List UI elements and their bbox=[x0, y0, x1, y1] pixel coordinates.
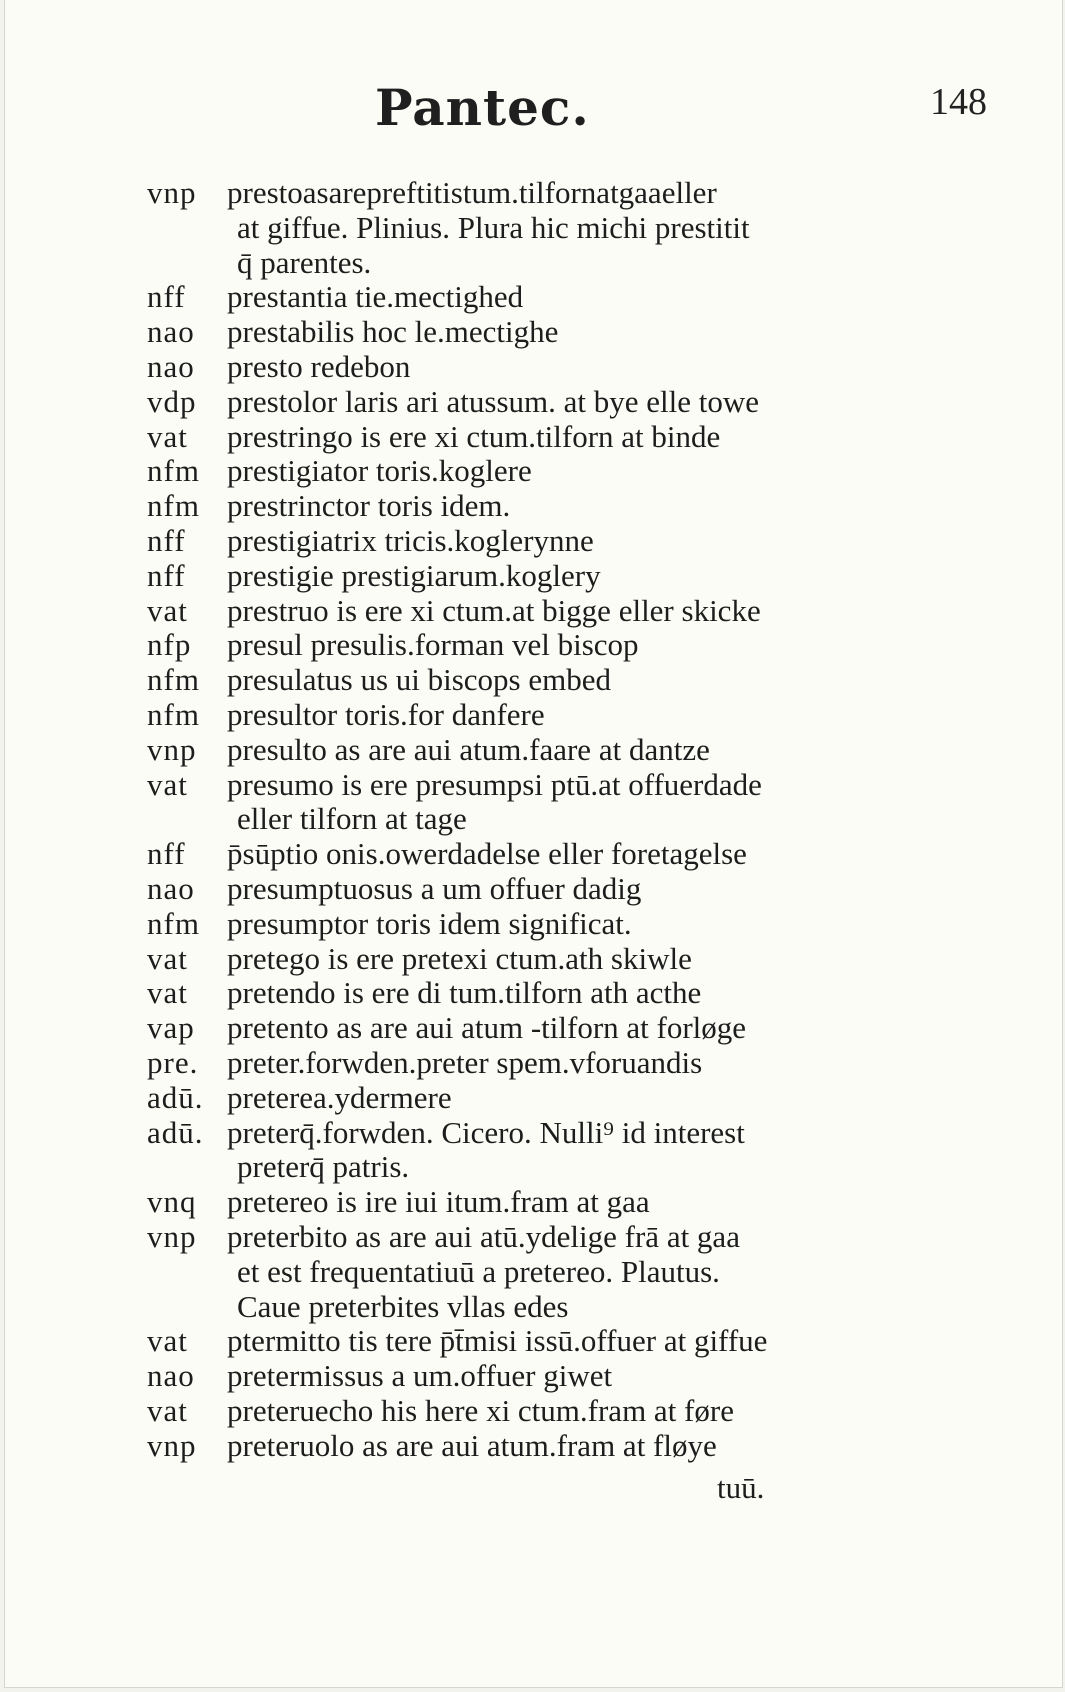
dictionary-entry bbox=[147, 594, 927, 629]
grammar-tag: nfm bbox=[147, 488, 200, 524]
grammar-tag: vat bbox=[147, 975, 188, 1011]
dictionary-entries bbox=[147, 176, 927, 1463]
entry-line: prestigiatrix tricis.koglerynne bbox=[227, 522, 594, 558]
entry-text bbox=[227, 1011, 927, 1046]
entry-line: presumo is ere presumpsi ptū.at offuerdade bbox=[227, 766, 762, 802]
entry-text bbox=[227, 385, 927, 420]
grammar-tag: nfm bbox=[147, 696, 200, 732]
entry-line: prestabilis hoc le.mectighe bbox=[227, 314, 559, 350]
entry-text bbox=[227, 559, 927, 594]
dictionary-entry bbox=[147, 698, 927, 733]
dictionary-entry bbox=[147, 420, 927, 455]
entry-line: preterea.ydermere bbox=[227, 1079, 452, 1115]
entry-line: presulatus us ui biscops embed bbox=[227, 662, 612, 698]
dictionary-entry bbox=[147, 837, 927, 872]
running-head: Pantec. bbox=[375, 78, 590, 137]
dictionary-entry bbox=[147, 976, 927, 1011]
catchword: tuū. bbox=[717, 1470, 765, 1505]
entry-line: ptermitto tis tere p̄t̄misi issū.offuer at giffue bbox=[227, 1323, 768, 1359]
entry-line: pretermissus a um.offuer giwet bbox=[227, 1358, 613, 1394]
entry-line: et est frequentatiuū a pretereo. Plautus. bbox=[237, 1253, 720, 1289]
grammar-tag: vnp bbox=[147, 1218, 197, 1254]
entry-text bbox=[227, 1185, 927, 1220]
entry-text bbox=[227, 524, 927, 559]
entry-line: prestrinctor toris idem. bbox=[227, 488, 511, 524]
entry-line: pretendo is ere di tum.tilforn ath acthe bbox=[227, 975, 702, 1011]
entry-line: preterq̄ patris. bbox=[237, 1149, 410, 1185]
entry-line: presulto as are aui atum.faare at dantze bbox=[227, 731, 710, 767]
grammar-tag: vat bbox=[147, 418, 188, 454]
dictionary-entry bbox=[147, 1185, 927, 1220]
entry-line: preterbito as are aui atū.ydelige frā at gaa bbox=[227, 1218, 740, 1254]
entry-line: preteruolo as are aui atum.fram at fløye bbox=[227, 1427, 717, 1463]
grammar-tag: vat bbox=[147, 1392, 188, 1428]
entry-line: presul presulis.forman vel biscop bbox=[227, 627, 639, 663]
dictionary-entry bbox=[147, 907, 927, 942]
grammar-tag: adū. bbox=[147, 1079, 204, 1115]
grammar-tag: nao bbox=[147, 870, 195, 906]
dictionary-entry bbox=[147, 1081, 927, 1116]
grammar-tag: nff bbox=[147, 557, 186, 593]
dictionary-entry bbox=[147, 1011, 927, 1046]
page-number: 148 bbox=[930, 81, 987, 123]
entry-line: presumptor toris idem significat. bbox=[227, 905, 632, 941]
entry-text bbox=[227, 768, 927, 838]
entry-text bbox=[227, 176, 927, 280]
grammar-tag: nfp bbox=[147, 627, 192, 663]
entry-text bbox=[227, 1324, 927, 1359]
entry-line: preter.forwden.preter spem.vforuandis bbox=[227, 1044, 703, 1080]
dictionary-entry bbox=[147, 942, 927, 977]
entry-text bbox=[227, 907, 927, 942]
grammar-tag: vat bbox=[147, 766, 188, 802]
grammar-tag: vat bbox=[147, 940, 188, 976]
entry-line: at giffue. Plinius. Plura hic michi prestitit bbox=[237, 209, 750, 245]
grammar-tag: adū. bbox=[147, 1114, 204, 1150]
grammar-tag: vat bbox=[147, 1323, 188, 1359]
entry-line: Caue preterbites vllas edes bbox=[237, 1288, 569, 1324]
entry-text bbox=[227, 1394, 927, 1429]
entry-text bbox=[227, 1081, 927, 1116]
grammar-tag: nff bbox=[147, 522, 186, 558]
grammar-tag: vnp bbox=[147, 1427, 197, 1463]
entry-line: presto redebon bbox=[227, 348, 411, 384]
entry-line: pretento as are aui atum -tilforn at forløge bbox=[227, 1010, 747, 1046]
grammar-tag: vnp bbox=[147, 731, 197, 767]
dictionary-entry bbox=[147, 768, 927, 838]
entry-line: pretereo is ire iui itum.fram at gaa bbox=[227, 1184, 650, 1220]
dictionary-entry bbox=[147, 1046, 927, 1081]
entry-text bbox=[227, 733, 927, 768]
entry-text bbox=[227, 628, 927, 663]
dictionary-entry bbox=[147, 1116, 927, 1186]
grammar-tag: nfm bbox=[147, 453, 200, 489]
entry-text bbox=[227, 420, 927, 455]
dictionary-entry bbox=[147, 1359, 927, 1394]
grammar-tag: pre. bbox=[147, 1044, 199, 1080]
grammar-tag: nao bbox=[147, 1358, 195, 1394]
dictionary-entry bbox=[147, 1394, 927, 1429]
entry-line: presumptuosus a um offuer dadig bbox=[227, 870, 642, 906]
grammar-tag: vnq bbox=[147, 1184, 197, 1220]
entry-line: presultor toris.for danfere bbox=[227, 696, 545, 732]
entry-text bbox=[227, 1116, 927, 1186]
entry-line: p̄sūptio onis.owerdadelse eller foretagelse bbox=[227, 836, 747, 872]
entry-line: prestantia tie.mectighed bbox=[227, 279, 524, 315]
dictionary-entry bbox=[147, 385, 927, 420]
grammar-tag: nff bbox=[147, 279, 186, 315]
entry-text bbox=[227, 280, 927, 315]
entry-text bbox=[227, 1046, 927, 1081]
entry-line: eller tilforn at tage bbox=[237, 801, 467, 837]
dictionary-entry bbox=[147, 559, 927, 594]
entry-text bbox=[227, 1429, 927, 1464]
dictionary-entry bbox=[147, 350, 927, 385]
dictionary-entry bbox=[147, 1220, 927, 1324]
entry-text bbox=[227, 942, 927, 977]
book-page bbox=[4, 0, 1063, 1688]
entry-text bbox=[227, 315, 927, 350]
dictionary-entry bbox=[147, 1324, 927, 1359]
entry-line: prestolor laris ari atussum. at bye elle towe bbox=[227, 383, 760, 419]
entry-text bbox=[227, 594, 927, 629]
entry-text bbox=[227, 489, 927, 524]
dictionary-entry bbox=[147, 280, 927, 315]
grammar-tag: nfm bbox=[147, 905, 200, 941]
entry-line: q̄ parentes. bbox=[237, 244, 372, 280]
dictionary-entry bbox=[147, 454, 927, 489]
entry-line: prestigiator toris.koglere bbox=[227, 453, 532, 489]
grammar-tag: vdp bbox=[147, 383, 197, 419]
grammar-tag: nao bbox=[147, 348, 195, 384]
entry-text bbox=[227, 1359, 927, 1394]
entry-line: prestoasarepreftitistum.tilfornatgaaeller bbox=[227, 175, 717, 210]
dictionary-entry bbox=[147, 872, 927, 907]
dictionary-entry bbox=[147, 489, 927, 524]
dictionary-entry bbox=[147, 315, 927, 350]
entry-text bbox=[227, 350, 927, 385]
dictionary-entry bbox=[147, 628, 927, 663]
entry-text bbox=[227, 454, 927, 489]
dictionary-entry bbox=[147, 1429, 927, 1464]
entry-text bbox=[227, 1220, 927, 1324]
entry-text bbox=[227, 872, 927, 907]
grammar-tag: vap bbox=[147, 1010, 195, 1046]
entry-line: preterq̄.forwden. Cicero. Nulli⁹ id interest bbox=[227, 1114, 745, 1150]
grammar-tag: vat bbox=[147, 592, 188, 628]
entry-line: preteruecho his here xi ctum.fram at føre bbox=[227, 1392, 734, 1428]
entry-line: prestigie prestigiarum.koglery bbox=[227, 557, 601, 593]
entry-text bbox=[227, 663, 927, 698]
grammar-tag: nff bbox=[147, 836, 186, 872]
entry-line: prestruo is ere xi ctum.at bigge eller skicke bbox=[227, 592, 761, 628]
entry-text bbox=[227, 837, 927, 872]
dictionary-entry bbox=[147, 733, 927, 768]
grammar-tag: vnp bbox=[147, 175, 197, 210]
entry-text bbox=[227, 698, 927, 733]
grammar-tag: nfm bbox=[147, 662, 200, 698]
entry-line: pretego is ere pretexi ctum.ath skiwle bbox=[227, 940, 692, 976]
entry-text bbox=[227, 976, 927, 1011]
dictionary-entry bbox=[147, 663, 927, 698]
entry-line: prestringo is ere xi ctum.tilforn at binde bbox=[227, 418, 721, 454]
dictionary-entry bbox=[147, 176, 927, 280]
dictionary-entry bbox=[147, 524, 927, 559]
grammar-tag: nao bbox=[147, 314, 195, 350]
